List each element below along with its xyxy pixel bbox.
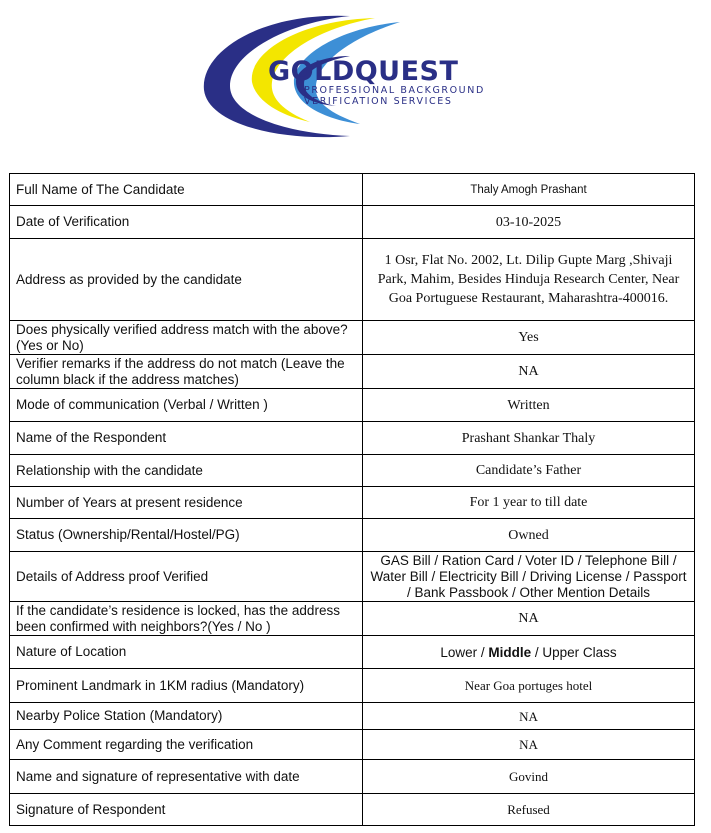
row-label: Date of Verification bbox=[10, 206, 363, 239]
row-label: Name of the Respondent bbox=[10, 422, 363, 455]
row-value: Govind bbox=[363, 760, 695, 794]
table-row bbox=[10, 703, 695, 730]
row-value: Thaly Amogh Prashant bbox=[363, 174, 695, 206]
row-value: Yes bbox=[363, 321, 695, 355]
row-value: NA bbox=[363, 703, 695, 730]
table-row bbox=[10, 602, 695, 636]
table-row bbox=[10, 730, 695, 760]
row-value: Written bbox=[363, 389, 695, 422]
row-value: 1 Osr, Flat No. 2002, Lt. Dilip Gupte Marg ,Shivaji Park, Mahim, Besides Hinduja Research Center, Near Goa Portuguese Restaurant, Maharashtra-400016. bbox=[363, 239, 695, 321]
table-row bbox=[10, 174, 695, 206]
location-option-middle-selected: Middle bbox=[488, 644, 532, 660]
table-row bbox=[10, 206, 695, 239]
logo-tagline-line2: VERIFICATION SERVICES bbox=[304, 96, 453, 107]
row-value: Owned bbox=[363, 519, 695, 552]
row-value: Refused bbox=[363, 794, 695, 826]
table-row bbox=[10, 519, 695, 552]
row-label: Does physically verified address match with the above? (Yes or No) bbox=[10, 321, 363, 355]
row-label: Nearby Police Station (Mandatory) bbox=[10, 703, 363, 730]
location-option-upper: / Upper Class bbox=[531, 644, 617, 660]
location-option-lower: Lower / bbox=[440, 644, 489, 660]
row-label: Details of Address proof Verified bbox=[10, 552, 363, 602]
row-label: Full Name of The Candidate bbox=[10, 174, 363, 206]
row-label: Address as provided by the candidate bbox=[10, 239, 363, 321]
verification-table bbox=[9, 173, 695, 826]
table-row bbox=[10, 455, 695, 487]
table-row bbox=[10, 552, 695, 602]
row-label: Name and signature of representative with date bbox=[10, 760, 363, 794]
goldquest-logo bbox=[200, 12, 510, 142]
row-value: Candidate’s Father bbox=[363, 455, 695, 487]
table-row bbox=[10, 794, 695, 826]
table-row bbox=[10, 389, 695, 422]
table-row bbox=[10, 669, 695, 703]
row-label: Verifier remarks if the address do not match (Leave the column black if the address matches) bbox=[10, 355, 363, 389]
row-label: Mode of communication (Verbal / Written ) bbox=[10, 389, 363, 422]
row-value: NA bbox=[363, 355, 695, 389]
row-label: Prominent Landmark in 1KM radius (Mandatory) bbox=[10, 669, 363, 703]
row-label: Any Comment regarding the verification bbox=[10, 730, 363, 760]
row-label: Signature of Respondent bbox=[10, 794, 363, 826]
logo-brand-text: GOLDQUEST bbox=[268, 56, 459, 87]
row-value: 03-10-2025 bbox=[363, 206, 695, 239]
row-value bbox=[363, 636, 695, 669]
row-value: Near Goa portuges hotel bbox=[363, 669, 695, 703]
table-row bbox=[10, 422, 695, 455]
row-label: Nature of Location bbox=[10, 636, 363, 669]
row-value: NA bbox=[363, 730, 695, 760]
table-row bbox=[10, 487, 695, 519]
logo-tagline-line1: PROFESSIONAL BACKGROUND bbox=[304, 85, 485, 96]
row-label: Number of Years at present residence bbox=[10, 487, 363, 519]
row-label: Status (Ownership/Rental/Hostel/PG) bbox=[10, 519, 363, 552]
row-label: If the candidate’s residence is locked, has the address been confirmed with neighbors?(Yes / No ) bbox=[10, 602, 363, 636]
table-row bbox=[10, 636, 695, 669]
row-label: Relationship with the candidate bbox=[10, 455, 363, 487]
row-value: Prashant Shankar Thaly bbox=[363, 422, 695, 455]
table-row bbox=[10, 355, 695, 389]
row-value: For 1 year to till date bbox=[363, 487, 695, 519]
row-value: GAS Bill / Ration Card / Voter ID / Telephone Bill / Water Bill / Electricity Bill / Driving License / Passport / Bank Passbook / Other Mention Details bbox=[363, 552, 695, 602]
table-row bbox=[10, 239, 695, 321]
table-row bbox=[10, 321, 695, 355]
row-value: NA bbox=[363, 602, 695, 636]
table-row bbox=[10, 760, 695, 794]
